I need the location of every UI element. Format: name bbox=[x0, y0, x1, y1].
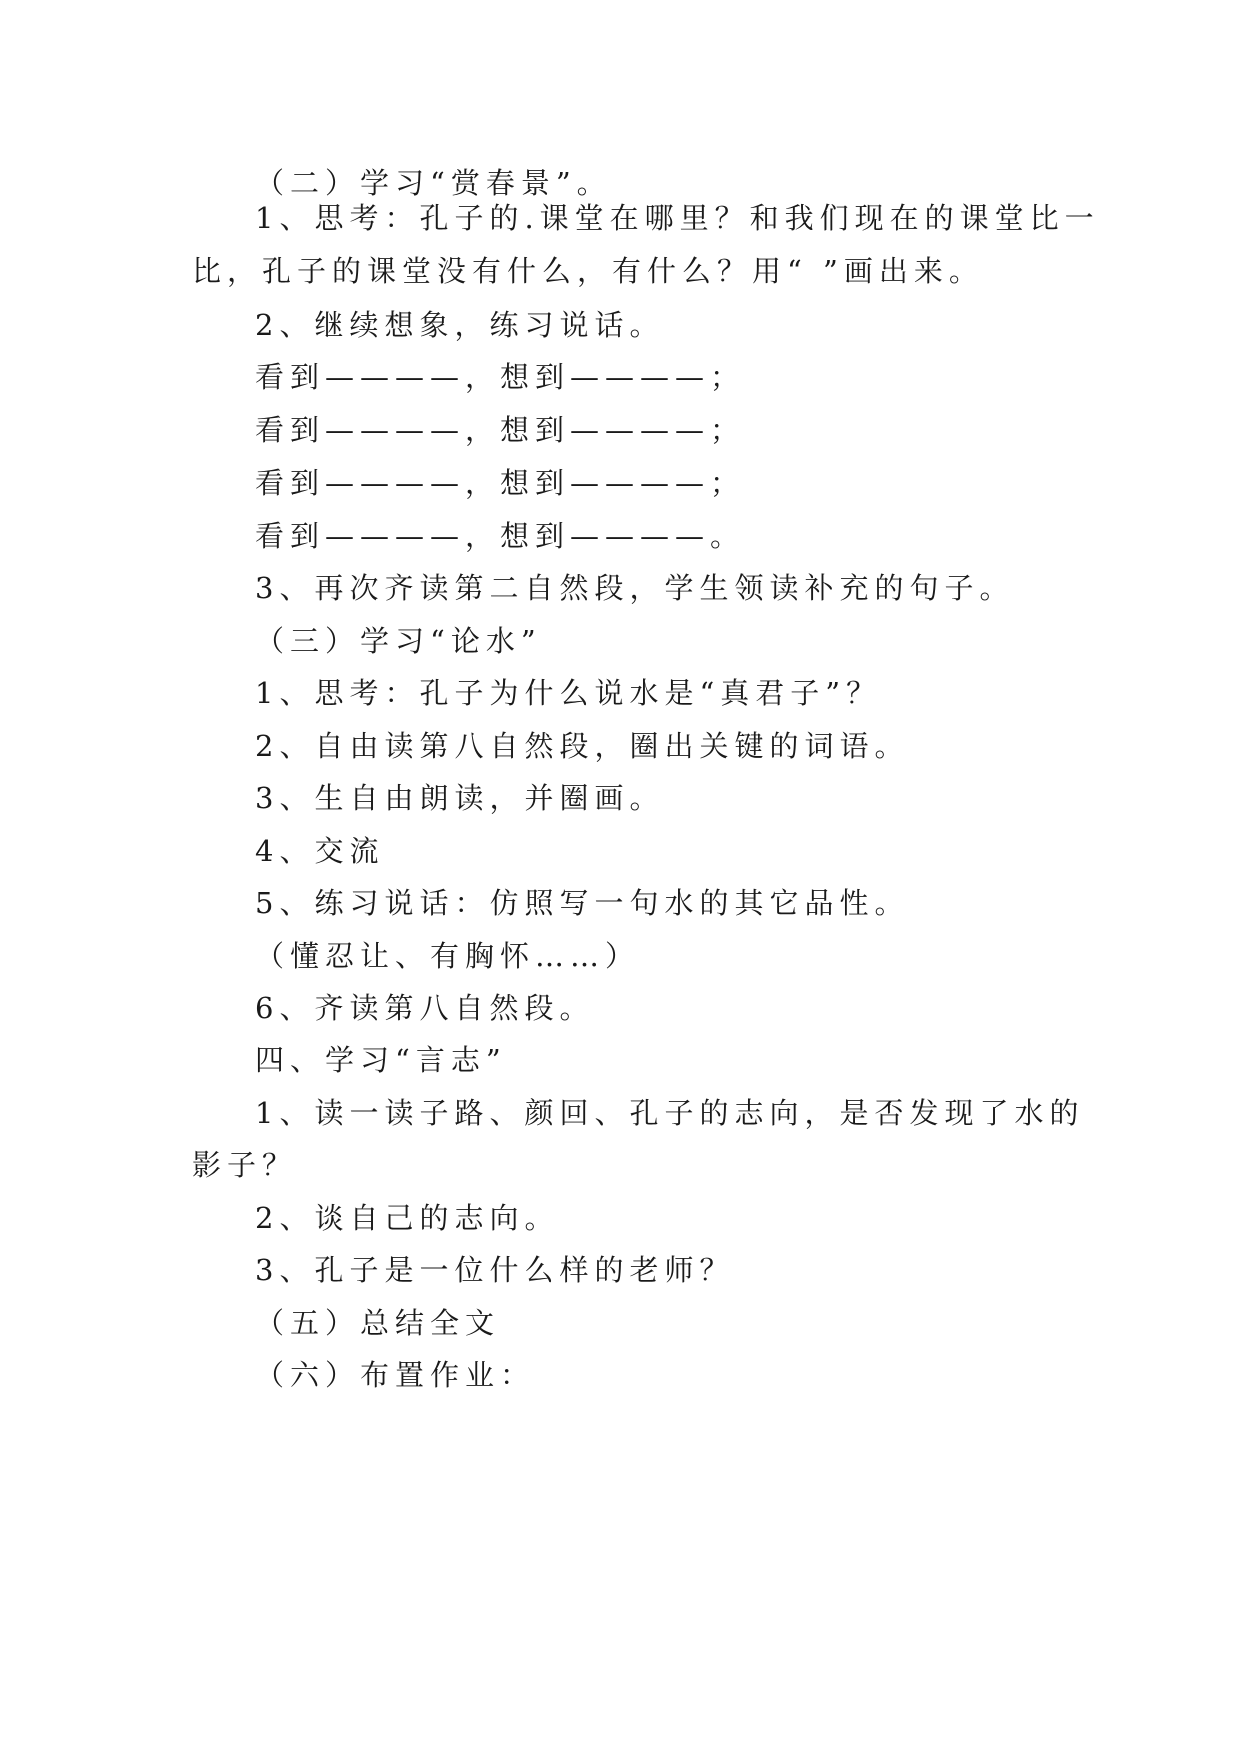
paragraph-line: 5、练习说话：仿照写一句水的其它品性。 bbox=[255, 886, 910, 920]
paragraph-line: 3、生自由朗读，并圈画。 bbox=[255, 781, 665, 815]
paragraph-line: 2、继续想象，练习说话。 bbox=[255, 308, 665, 342]
paragraph-line: 2、谈自己的志向。 bbox=[255, 1201, 560, 1235]
practice-line: 看到————，想到————； bbox=[255, 360, 746, 394]
paragraph-line: 6、齐读第八自然段。 bbox=[255, 991, 595, 1025]
practice-line: 看到————，想到————。 bbox=[255, 519, 746, 553]
paragraph-line: 1、思考：孔子为什么说水是“真君子”？ bbox=[255, 676, 882, 710]
section-heading-2: （二）学习“赏春景”。 bbox=[255, 166, 612, 200]
practice-line: 看到————，想到————； bbox=[255, 466, 746, 500]
paragraph-line: （懂忍让、有胸怀……） bbox=[255, 939, 641, 973]
paragraph-line: 3、再次齐读第二自然段，学生领读补充的句子。 bbox=[255, 571, 1015, 605]
section-heading-6: （六）布置作业： bbox=[255, 1358, 536, 1392]
paragraph-line: 比，孔子的课堂没有什么，有什么？用“ ”画出来。 bbox=[192, 254, 984, 288]
practice-line: 看到————，想到————； bbox=[255, 413, 746, 447]
paragraph-line: 1、读一读子路、颜回、孔子的志向，是否发现了水的 bbox=[255, 1096, 1085, 1130]
paragraph-line: 1、思考：孔子的.课堂在哪里？和我们现在的课堂比一 bbox=[255, 201, 1100, 235]
paragraph-line: 3、孔子是一位什么样的老师？ bbox=[255, 1253, 735, 1287]
paragraph-line: 影子？ bbox=[192, 1148, 298, 1182]
section-heading-4: 四、学习“言志” bbox=[255, 1043, 507, 1077]
section-heading-5: （五）总结全文 bbox=[255, 1306, 501, 1340]
paragraph-line: 4、交流 bbox=[255, 834, 385, 868]
paragraph-line: 2、自由读第八自然段，圈出关键的词语。 bbox=[255, 729, 910, 763]
section-heading-3: （三）学习“论水” bbox=[255, 624, 542, 658]
